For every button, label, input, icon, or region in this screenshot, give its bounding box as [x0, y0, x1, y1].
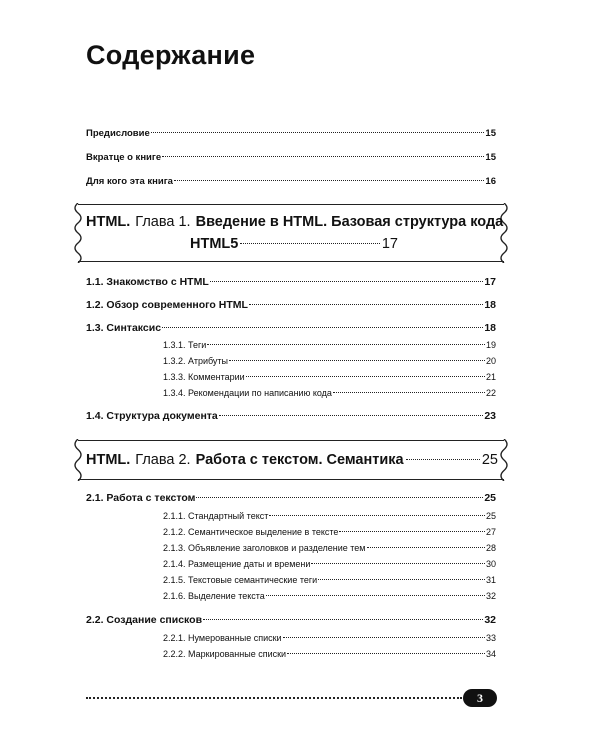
- toc-section-1-3[interactable]: [86, 322, 496, 334]
- dot-leader: [266, 595, 485, 596]
- dot-leader: [367, 547, 485, 548]
- toc-entry-label: Предисловие: [86, 128, 150, 139]
- chapter-page: 17: [381, 236, 398, 252]
- toc-entry-page: 18: [484, 299, 496, 311]
- toc-entry-label: 1.3.2. Атрибуты: [163, 356, 229, 366]
- toc-subsection-2-1-4[interactable]: [163, 559, 496, 569]
- toc-entry-label: 1.2. Обзор современного HTML: [86, 299, 248, 311]
- toc-entry-label: 1.4. Структура документа: [86, 410, 218, 422]
- toc-entry-label: Вкратце о книге: [86, 152, 162, 163]
- dot-leader: [162, 327, 483, 328]
- dot-leader: [246, 376, 485, 377]
- toc-entry-label: 2.1.4. Размещение даты и времени: [163, 559, 311, 569]
- toc-entry-label: 2.2. Создание списков: [86, 614, 203, 626]
- toc-subsection-1-3-1[interactable]: [163, 340, 496, 350]
- chapter-1-box[interactable]: [78, 204, 504, 262]
- chapter-prefix: HTML.: [86, 214, 131, 230]
- toc-entry-label: 1.3.1. Теги: [163, 340, 207, 350]
- dot-leader: [269, 515, 485, 516]
- toc-section-1-2[interactable]: [86, 299, 496, 311]
- toc-entry-about-book[interactable]: [86, 152, 496, 163]
- dot-leader: [318, 579, 485, 580]
- toc-subsection-1-3-3[interactable]: [163, 372, 496, 382]
- toc-entry-label: 2.1. Работа с текстом: [86, 492, 196, 504]
- chapter-number: Глава 2.: [135, 452, 191, 468]
- toc-entry-page: 16: [485, 176, 496, 187]
- toc-entry-page: 25: [484, 492, 496, 504]
- toc-entry-page: 32: [484, 614, 496, 626]
- toc-entry-page: 28: [485, 543, 496, 553]
- toc-subsection-2-2-1[interactable]: [163, 633, 496, 643]
- chapter-number: Глава 1.: [135, 214, 191, 230]
- toc-section-2-2[interactable]: [86, 614, 496, 626]
- toc-subsection-2-1-5[interactable]: [163, 575, 496, 585]
- toc-entry-label: 2.1.6. Выделение текста: [163, 591, 265, 601]
- dot-leader: [240, 243, 380, 244]
- toc-entry-page: 22: [485, 388, 496, 398]
- chapter-name: Введение в HTML. Базовая структура кода: [195, 214, 504, 230]
- dot-leader: [196, 497, 483, 498]
- toc-entry-page: 15: [485, 128, 496, 139]
- wavy-border-right: [498, 439, 510, 481]
- dot-leader: [406, 459, 480, 460]
- toc-entry-label: 2.1.2. Семантическое выделение в тексте: [163, 527, 339, 537]
- dot-leader: [339, 531, 485, 532]
- toc-entry-preface[interactable]: [86, 128, 496, 139]
- dot-leader: [207, 344, 485, 345]
- dot-leader: [311, 563, 485, 564]
- dot-leader: [219, 415, 484, 416]
- toc-entry-label: 2.1.3. Объявление заголовков и разделение тем: [163, 543, 366, 553]
- toc-entry-page: 30: [485, 559, 496, 569]
- toc-section-2-1[interactable]: [86, 492, 496, 504]
- chapter-name-continued: HTML5: [190, 236, 239, 252]
- page-number-badge: 3: [463, 689, 497, 707]
- chapter-name: Работа с текстом. Семантика: [195, 452, 404, 468]
- toc-subsection-1-3-2[interactable]: [163, 356, 496, 366]
- wavy-border-left: [72, 439, 84, 481]
- toc-entry-label: 2.2.2. Маркированные списки: [163, 649, 287, 659]
- toc-entry-label: 2.2.1. Нумерованные списки: [163, 633, 282, 643]
- toc-entry-page: 17: [484, 276, 496, 288]
- toc-entry-page: 34: [485, 649, 496, 659]
- chapter-1-title-line1: [86, 214, 503, 230]
- dot-leader: [229, 360, 485, 361]
- toc-subsection-2-1-1[interactable]: [163, 511, 496, 521]
- toc-subsection-2-1-2[interactable]: [163, 527, 496, 537]
- toc-entry-label: Для кого эта книга: [86, 176, 173, 187]
- toc-subsection-2-1-6[interactable]: [163, 591, 496, 601]
- toc-subsection-2-2-2[interactable]: [163, 649, 496, 659]
- toc-entry-page: 27: [485, 527, 496, 537]
- toc-entry-page: 20: [485, 356, 496, 366]
- toc-entry-label: 2.1.5. Текстовые семантические теги: [163, 575, 318, 585]
- toc-entry-label: 2.1.1. Стандартный текст: [163, 511, 269, 521]
- page-title: Содержание: [86, 40, 256, 70]
- toc-entry-page: 21: [485, 372, 496, 382]
- toc-entry-page: 23: [484, 410, 496, 422]
- dot-leader: [283, 637, 485, 638]
- toc-entry-page: 18: [484, 322, 496, 334]
- toc-entry-label: 1.3.4. Рекомендации по написанию кода: [163, 388, 332, 398]
- toc-section-1-4[interactable]: [86, 410, 496, 422]
- toc-entry-page: 25: [485, 511, 496, 521]
- toc-entry-label: 1.1. Знакомство с HTML: [86, 276, 209, 288]
- dot-leader: [162, 156, 484, 157]
- dot-leader: [203, 619, 483, 620]
- dot-leader: [287, 653, 485, 654]
- toc-entry-page: 15: [485, 152, 496, 163]
- toc-subsection-2-1-3[interactable]: [163, 543, 496, 553]
- chapter-page: 25: [481, 452, 498, 468]
- toc-entry-audience[interactable]: [86, 176, 496, 187]
- chapter-2-title: [86, 452, 498, 468]
- toc-entry-label: 1.3. Синтаксис: [86, 322, 162, 334]
- footer-dot-rule: [86, 697, 462, 699]
- toc-subsection-1-3-4[interactable]: [163, 388, 496, 398]
- dot-leader: [210, 281, 484, 282]
- toc-section-1-1[interactable]: [86, 276, 496, 288]
- chapter-1-title-line2: [190, 236, 398, 252]
- wavy-border-right: [498, 203, 510, 263]
- dot-leader: [333, 392, 485, 393]
- wavy-border-left: [72, 203, 84, 263]
- toc-entry-page: 33: [485, 633, 496, 643]
- dot-leader: [174, 180, 484, 181]
- toc-entry-page: 19: [485, 340, 496, 350]
- dot-leader: [151, 132, 485, 133]
- dot-leader: [249, 304, 483, 305]
- toc-entry-label: 1.3.3. Комментарии: [163, 372, 245, 382]
- chapter-prefix: HTML.: [86, 452, 131, 468]
- toc-entry-page: 31: [485, 575, 496, 585]
- toc-entry-page: 32: [485, 591, 496, 601]
